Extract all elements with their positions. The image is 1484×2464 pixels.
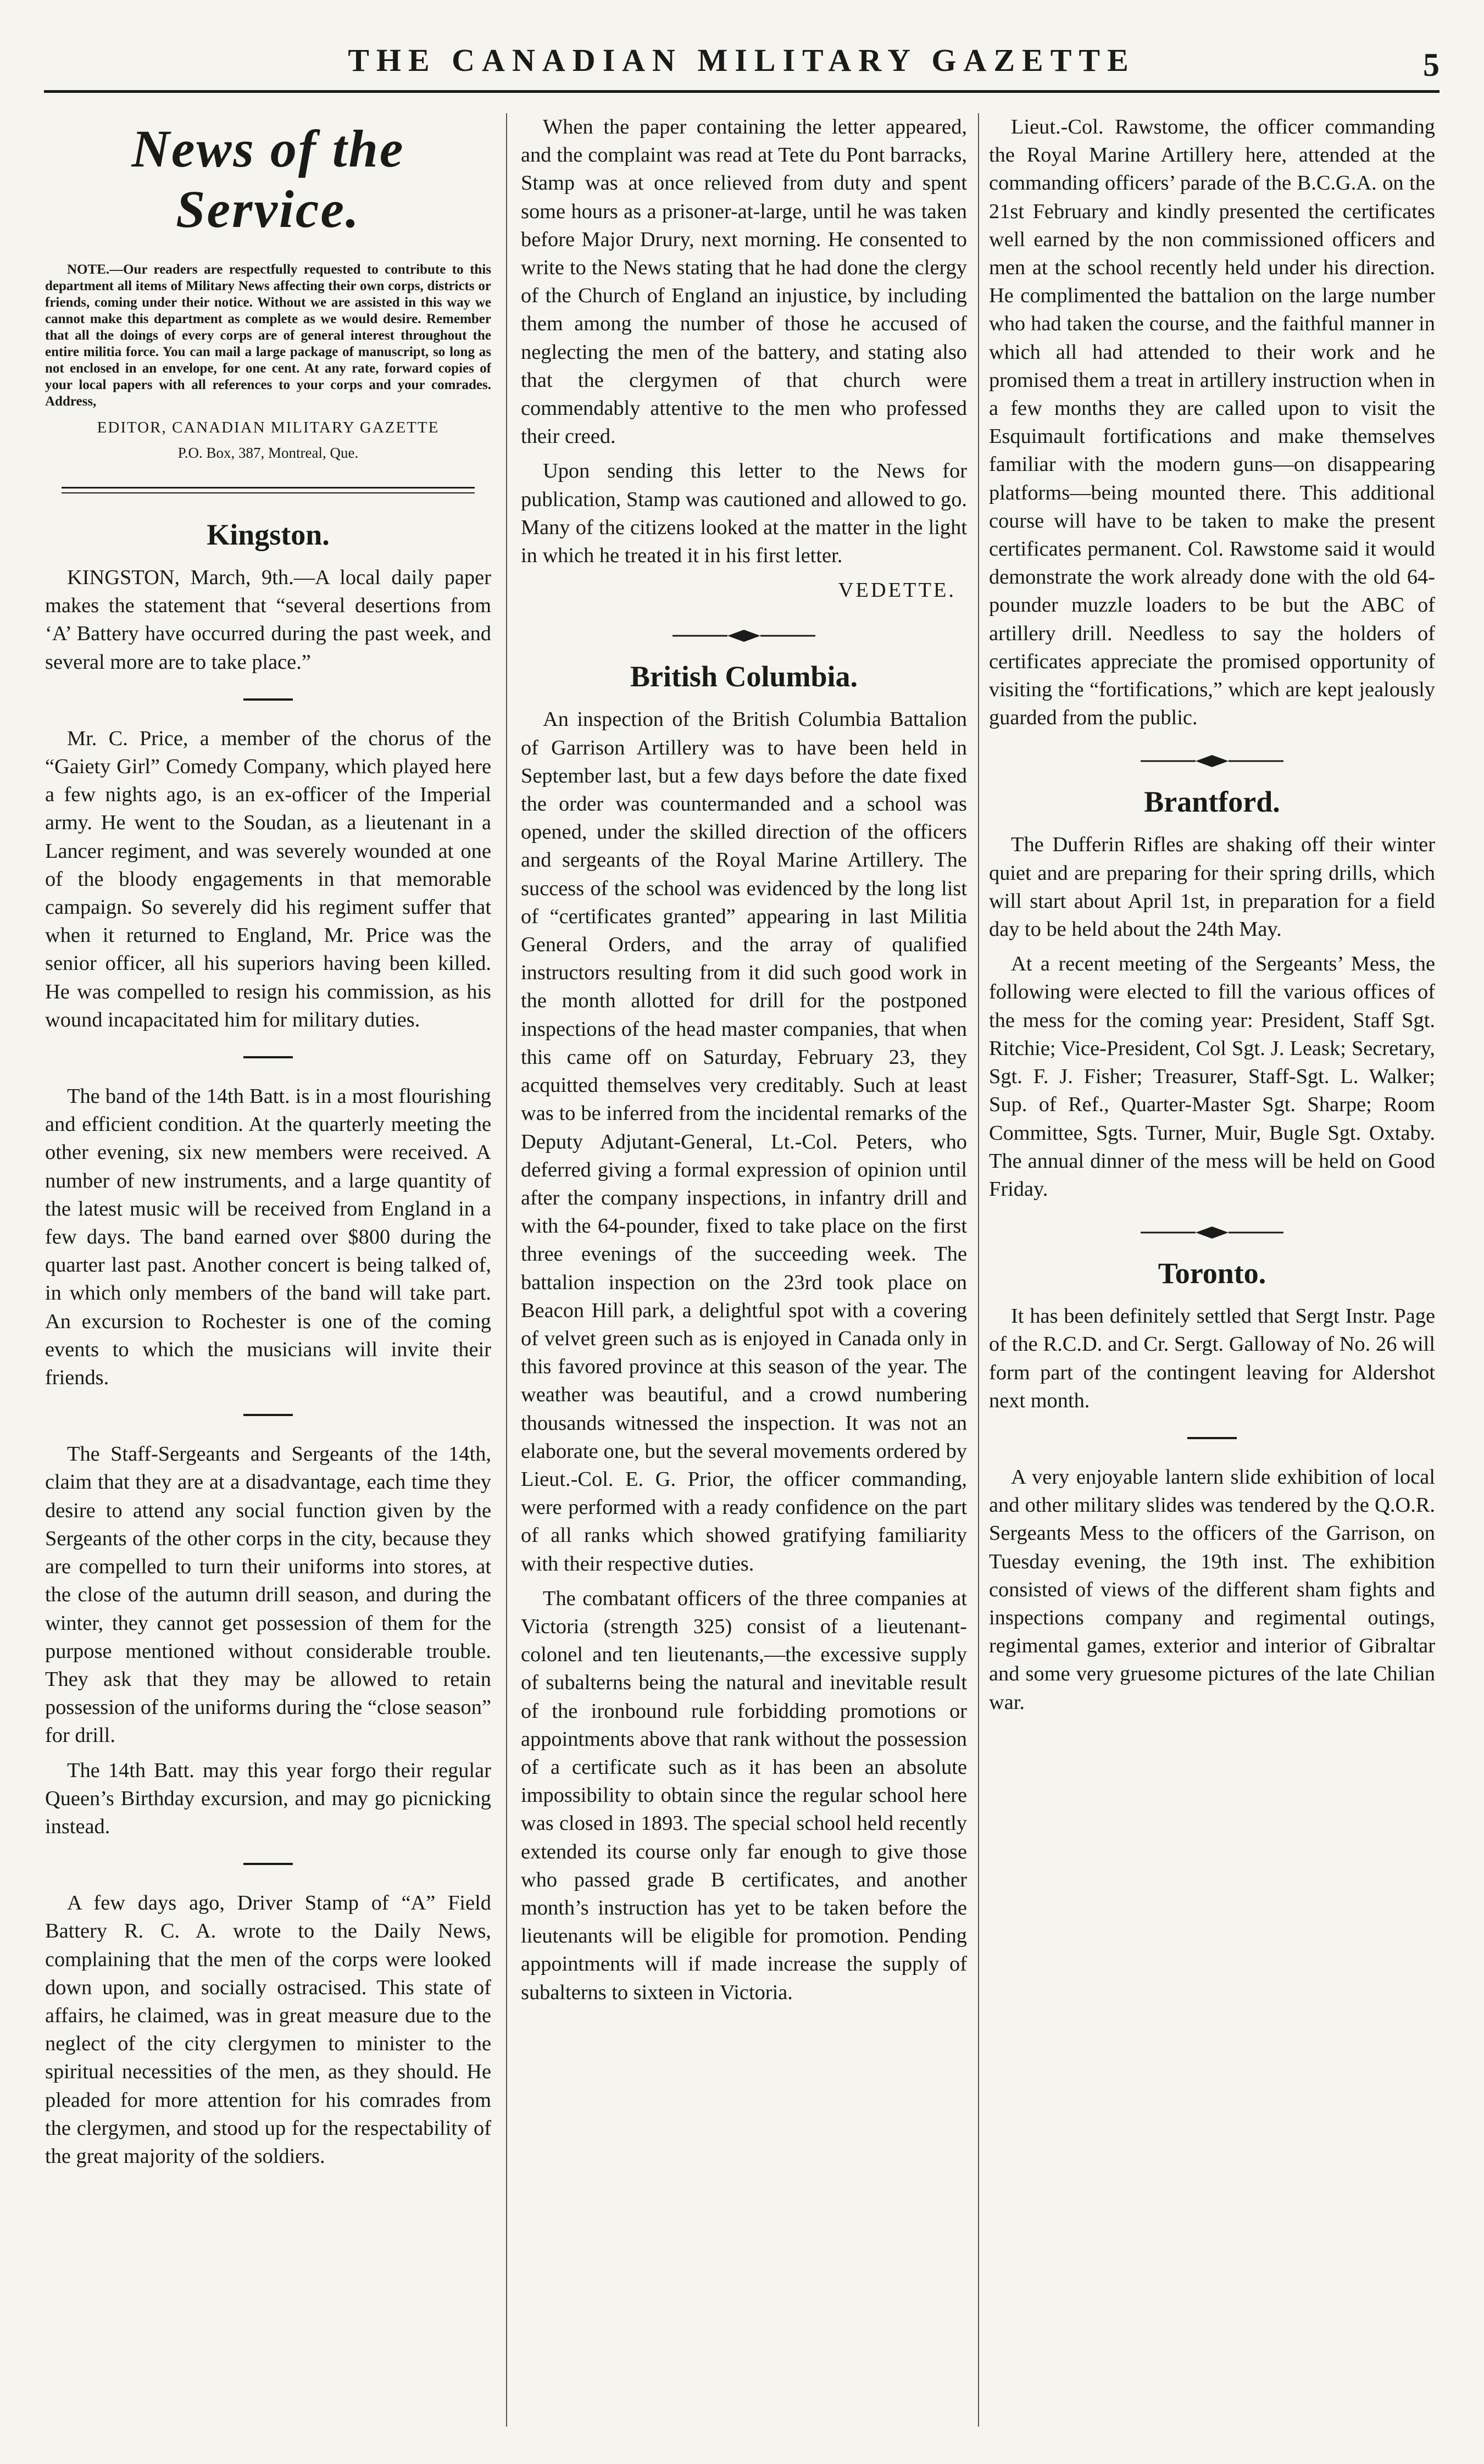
article-paragraph: The band of the 14th Batt. is in a most flourishing and efficient condition. At the quarterly meeting the other evening, six new members were received. A number of new instruments, and a large quantity of the latest music will be received from England in a few days. The band earned over $800 during the quarter last past. Another concert is being talked of, in which only members of the band will take part. An excursion to Rochester is one of the coming events to which the musicians will invite their friends. (45, 1085, 491, 1390)
editor-line: EDITOR, CANADIAN MILITARY GAZETTE (97, 419, 440, 436)
article-paragraph: KINGSTON, March, 9th.—A local daily paper makes the statement that “several desertions from ‘A’ Battery have occurred during the past week, and several more are to take place.” (45, 566, 491, 674)
item-divider (1187, 1437, 1237, 1439)
article-paragraph: The 14th Batt. may this year forgo their regular Queen’s Birthday excursion, and may go picnicking instead. (45, 1758, 491, 1838)
ornament-divider (1130, 752, 1294, 770)
article-paragraph: A very enjoyable lantern slide exhibition of local and other military slides was tendered by the Q.O.R. Sergeants Mess to the officers of the Garrison, on Tuesday evening, the 19th inst. The exhibition consisted of views of the different sham fights and inspections company and regimental outings, regimental games, exterior and interior of Gibraltar and some very gruesome pictures of the late Chilian war. (989, 1465, 1435, 1714)
article-paragraph: The Dufferin Rifles are shaking off their winter quiet and are preparing for their spring drills, which will start about April 1st, in preparation for a field day to be held about the 24th May. (989, 833, 1435, 941)
article-paragraph: The Staff-Sergeants and Sergeants of the 14th, claim that they are at a disadvantage, each time they desire to attend any social function given by the Sergeants of the other corps in the city, because they are compelled to turn their uniforms into stores, at the close of the autumn drill season, and during the winter, they cannot get possession of them for the purpose mentioned without considerable trouble. They ask that they may be allowed to retain possession of the uniforms during the “close season” for drill. (45, 1442, 491, 1747)
department-title: News of the Service. (131, 119, 405, 238)
item-divider (243, 1056, 293, 1058)
newspaper-title: THE CANADIAN MILITARY GAZETTE (348, 42, 1136, 78)
article-signature: VEDETTE. (838, 579, 956, 602)
article-paragraph: A few days ago, Driver Stamp of “A” Field Battery R. C. A. wrote to the Daily News, complaining that the men of the corps were looked down upon, and socially ostracised. This state of affairs, he claimed, was in great measure due to the neglect of the city clergymen to minister to the spiritual necessities of the men, as they should. He pleaded for more attention for his comrades from the clergymen, and stood up for the respectability of the great majority of the soldiers. (45, 1891, 491, 2168)
item-divider (243, 1863, 293, 1865)
section-divider (62, 487, 475, 493)
ornament-divider (1130, 1223, 1294, 1242)
section-heading-brantford: Brantford. (1144, 785, 1280, 819)
item-divider (243, 1414, 293, 1416)
column-divider (506, 113, 507, 2427)
article-paragraph: It has been definitely settled that Sergt Instr. Page of the R.C.D. and Cr. Sergt. Galloway of No. 26 will form part of the contingent leaving for Aldershot next month. (989, 1305, 1435, 1412)
column-divider (978, 113, 979, 2427)
column-one (45, 113, 491, 2427)
department-note (45, 262, 491, 410)
article-paragraph: An inspection of the British Columbia Battalion of Garrison Artillery was to have been held in September last, but a few days before the date fixed the order was countermanded and a school was opened, under the skilled direction of the officers and sergeants of the Royal Marine Artillery. The success of the school was evidenced by the long list of “certificates granted” appearing in last Militia General Orders, and the array of qualified instructors resulting from it did such good work in the month allotted for drill for the postponed inspections of the head master companies, that when this came off on Saturday, February 23, they acquitted themselves very creditably. Such at least was to be inferred from the incidental remarks of the Deputy Adjutant-General, Lt.-Col. Peters, who deferred giving a formal expression of opinion until after the company inspections, in infantry drill and with the 64-pounder, fixed to take place on the first three evenings of the succeeding week. The battalion inspection on the 23rd took place on Beacon Hill park, a delightful spot with a covering of velvet green such as is enjoyed in Canada only in this favored province at this season of the year. The weather was beautiful, and a crowd numbering thousands witnessed the inspection. It was not an elaborate one, but the several movements ordered by Lieut.-Col. E. G. Prior, the officer commanding, were performed with a ready confidence on the part of all ranks which showed gratifying familiarity with their respective duties. (521, 708, 967, 1575)
note-address-label: Address, (45, 394, 97, 409)
article-paragraph: At a recent meeting of the Sergeants’ Mess, the following were elected to fill the various offices of the mess for the coming year: President, Staff Sgt. Ritchie; Vice-President, Col Sgt. J. Leask; Secretary, Sgt. F. J. Fisher; Treasurer, Staff-Sgt. L. Walker; Sup. of Ref., Quarter-Master Sgt. Sharpe; Room Committee, Sgts. Turner, Muir, Bugle Sgt. Oxtaby. The annual dinner of the mess will be held on Good Friday. (989, 952, 1435, 1201)
article-paragraph: When the paper containing the letter appeared, and the complaint was read at Tete du Pont barracks, Stamp was at once relieved from duty and spent some hours as a prisoner-at-large, until he was taken before Major Drury, next morning. He consented to write to the News stating that he had done the clergy of the Church of England an injustice, by including them among the number of those he accused of neglecting the men of the battery, and stating also that the clergymen of that church were commendably attentive to the men who professed their creed. (521, 115, 967, 448)
section-heading-toronto: Toronto. (1158, 1257, 1266, 1290)
item-divider (243, 698, 293, 701)
column-three (989, 113, 1435, 2427)
article-paragraph: The combatant officers of the three companies at Victoria (strength 325) consist of a lieutenant-colonel and ten lieutenants,—the excessive supply of subalterns being the natural and inevitable result of the ironbound rule forbidding promotions or appointments above that rank without the possession of a certificate such as it has been an absolute impossibility to obtain since the regular school here was closed in 1893. The special school held recently extended its course only far enough to give those who passed grade B certificates, and another month’s instruction has yet to be taken before the lieutenants will be eligible for promotion. Pending appointments will if made increase the supply of subalterns to sixteen in Victoria. (521, 1586, 967, 2004)
masthead (44, 41, 1439, 93)
section-heading-kingston: Kingston. (207, 518, 330, 551)
section-heading-british-columbia: British Columbia. (630, 660, 858, 693)
column-two (521, 113, 967, 2427)
editor-address: P.O. Box, 387, Montreal, Que. (177, 445, 359, 461)
note-text: NOTE.—Our readers are respectfully requested to contribute to this department all items of Military News affecting their own corps, districts or friends, coming under their notice. Without we are assisted in this way we cannot make this department as complete as we would desire. Remember that all the doings of every corps are of general interest throughout the entire militia force. You can mail a large package of manuscript, so long as not enclosed in an envelope, for one cent. At any rate, forward copies of your local papers with all references to your corps and your comrades. (45, 262, 491, 392)
article-paragraph: Lieut.-Col. Rawstome, the officer commanding the Royal Marine Artillery here, attended at the commanding officers’ parade of the B.C.G.A. on the 21st February and kindly presented the certificates well earned by the non commissioned officers and men at the school recently held under his direction. He complimented the battalion on the large number who had taken the course, and the faithful manner in which all had attended to their work and he promised them a treat in artillery instruction when in a few months they are called upon to visit the Esquimault fortifications and make themselves familiar with the modern guns—on disappearing platforms—being mounted there. This additional course will have to be taken to make the present certificates permanent. Col. Rawstome said it would demonstrate the work already done with the old 64-pounder muzzle loaders to be but the ABC of artillery drill. Needless to say the holders of certificates appreciate the promised opportunity of visiting the “fortifications,” which are kept jealously guarded from the public. (989, 115, 1435, 730)
page-number: 5 (1423, 47, 1439, 83)
ornament-divider (662, 626, 826, 645)
article-paragraph: Mr. C. Price, a member of the chorus of the “Gaiety Girl” Comedy Company, which played here a few nights ago, is an ex-officer of the Imperial army. He went to the Soudan, as a lieutenant in a Lancer regiment, and was severely wounded at one of the bloody engagements in that memorable campaign. So severely did his regiment suffer that when it returned to England, Mr. Price was the senior officer, all his superiors having been killed. He was compelled to resign his commission, as his wound incapacitated him for military duties. (45, 726, 491, 1031)
article-paragraph: Upon sending this letter to the News for publication, Stamp was cautioned and allowed to go. Many of the citizens looked at the matter in the light in which he treated it in his first letter. (521, 459, 967, 568)
